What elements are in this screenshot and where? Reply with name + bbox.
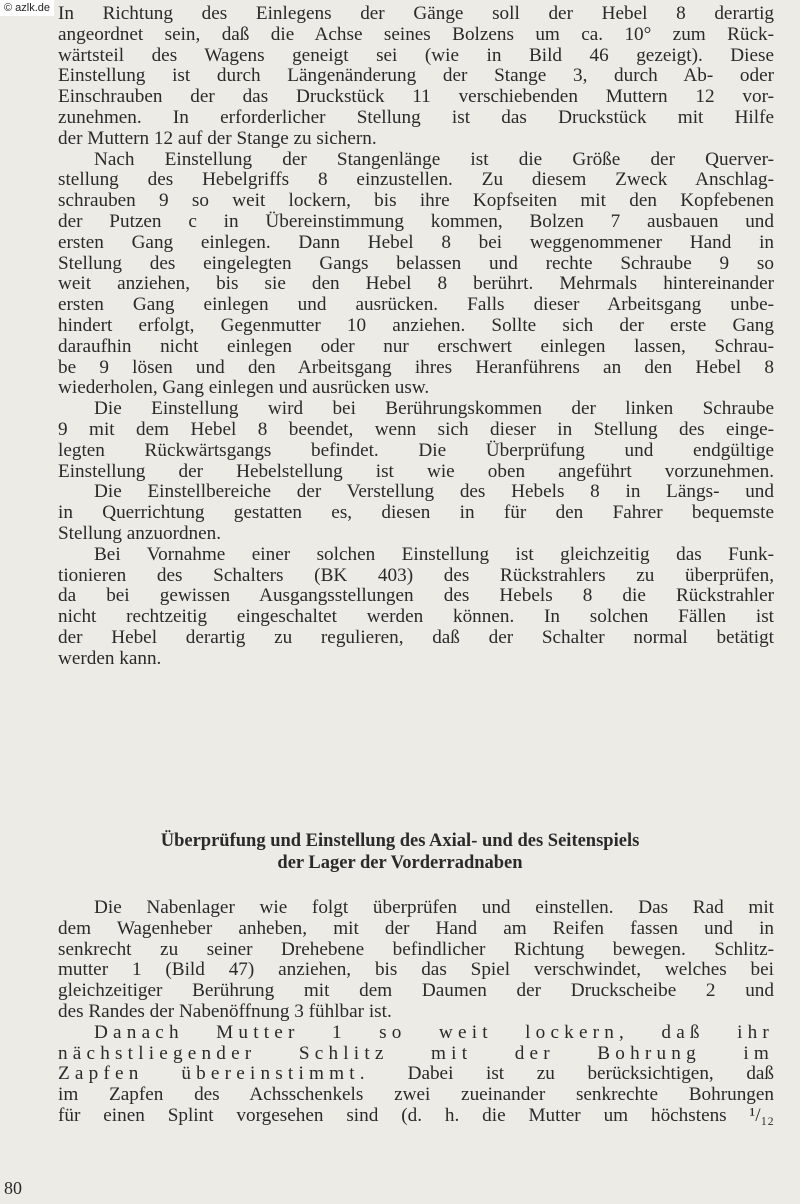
text-line: der Muttern 12 auf der Stange zu sichern. xyxy=(58,127,377,149)
text-line: Die Einstellung wird bei Berührungskommen der linken Schraube xyxy=(94,398,774,420)
text-line: Stellung des eingelegten Gangs belassen und rechte Schraube 9 so xyxy=(58,252,774,274)
text-line: wärtsteil des Wagens geneigt sei (wie in Bild 46 gezeigt). Diese xyxy=(58,44,774,66)
text-line: schrauben 9 so weit lockern, bis ihre Kopfseiten mit den Kopfebenen xyxy=(58,190,774,212)
text-line: da bei gewissen Ausgangsstellungen des Hebels 8 die Rückstrahler xyxy=(58,585,774,607)
paragraph-7 xyxy=(22,1023,774,1127)
text-line-spaced: nächstliegender Schlitz mit der Bohrung im xyxy=(58,1042,774,1064)
text-line-normal-part: Dabei ist zu berücksichtigen, daß xyxy=(407,1063,775,1085)
text-line: Die Einstellbereiche der Verstellung des Hebels 8 in Längs- und xyxy=(94,481,774,503)
section-heading xyxy=(40,830,760,874)
text-line: nicht rechtzeitig eingeschaltet werden können. In solchen Fällen ist xyxy=(58,606,774,628)
text-line: stellung des Hebelgriffs 8 einzustellen. Zu diesem Zweck Anschlag- xyxy=(58,169,774,191)
heading-line-1: Überprüfung und Einstellung des Axial- und des Seitenspiels xyxy=(160,831,640,851)
section-1-text xyxy=(22,4,774,670)
text-line: ersten Gang einlegen und ausrücken. Falls dieser Arbeitsgang unbe- xyxy=(58,294,774,316)
text-line: Nach Einstellung der Stangenlänge ist die Größe der Querver- xyxy=(94,148,774,170)
text-line: Stellung anzuordnen. xyxy=(58,522,222,544)
paragraph-5 xyxy=(22,545,774,670)
text-line: ersten Gang einlegen. Dann Hebel 8 bei weggenommener Hand in xyxy=(58,231,774,253)
text-line-spaced-part: Zapfen übereinstimmt. xyxy=(58,1063,370,1085)
text-line: In Richtung des Einlegens der Gänge soll der Hebel 8 derartig xyxy=(58,3,774,24)
text-line: der Hebel derartig zu regulieren, daß der Schalter normal betätigt xyxy=(58,626,774,648)
text-line: be 9 lösen und den Arbeitsgang ihres Heranführens an den Hebel 8 xyxy=(58,356,774,378)
paragraph-2 xyxy=(22,150,774,400)
text-line: Bei Vornahme einer solchen Einstellung ist gleichzeitig das Funk- xyxy=(94,543,774,565)
text-line: tionieren des Schalters (BK 403) des Rückstrahlers zu überprüfen, xyxy=(58,564,774,586)
text-line: der Putzen c in Übereinstimmung kommen, Bolzen 7 ausbauen und xyxy=(58,210,774,232)
text-line: weit anziehen, bis sie den Hebel 8 berührt. Mehrmals hintereinander xyxy=(58,273,774,295)
text-line: mutter 1 (Bild 47) anziehen, bis das Spiel verschwindet, welches bei xyxy=(58,959,774,981)
section-2-text xyxy=(22,898,774,1127)
text-line: legten Rückwärtsgangs befindet. Die Überprüfung und endgültige xyxy=(58,439,774,461)
text-line: Einstellung der Hebelstellung ist wie oben angeführt vorzunehmen. xyxy=(58,460,774,482)
text-line-spaced: Danach Mutter 1 so weit lockern, daß ihr xyxy=(94,1021,774,1043)
text-line: in Querrichtung gestatten es, diesen in für den Fahrer bequemste xyxy=(58,502,774,524)
text-line: hindert erfolgt, Gegenmutter 10 anziehen. Sollte sich der erste Gang xyxy=(58,314,774,336)
text-line: zunehmen. In erforderlicher Stellung ist das Druckstück mit Hilfe xyxy=(58,106,774,128)
text-line: senkrecht zu seiner Drehebene befindlicher Richtung bewegen. Schlitz- xyxy=(58,938,774,960)
text-line: daraufhin nicht einlegen oder nur erschwert einlegen lassen, Schrau- xyxy=(58,335,774,357)
watermark-label: © azlk.de xyxy=(0,0,54,16)
text-line: im Zapfen des Achsschenkels zwei zueinander senkrechte Bohrungen xyxy=(58,1084,774,1106)
paragraph-1 xyxy=(22,4,774,150)
paragraph-6 xyxy=(22,898,774,1023)
text-line: wiederholen, Gang einlegen und ausrücken usw. xyxy=(58,377,430,399)
text-line: Einschrauben der das Druckstück 11 verschiebenden Muttern 12 vor- xyxy=(58,86,774,108)
text-line: gleichzeitiger Berührung mit dem Daumen der Druckscheibe 2 und xyxy=(58,980,774,1002)
page-number: 80 xyxy=(4,1178,22,1198)
heading-line-2: der Lager der Vorderradnaben xyxy=(277,853,523,873)
text-line: Einstellung ist durch Längenänderung der Stange 3, durch Ab- oder xyxy=(58,65,774,87)
text-line: für einen Splint vorgesehen sind (d. h. die Mutter um höchstens ¹/₁₂ xyxy=(58,1104,774,1126)
text-line: des Randes der Nabenöffnung 3 fühlbar ist. xyxy=(58,1000,392,1022)
paragraph-3 xyxy=(22,399,774,482)
text-line-mixed xyxy=(22,1064,774,1085)
text-line: werden kann. xyxy=(58,647,162,669)
text-line: dem Wagenheber anheben, mit der Hand am Reifen fassen und in xyxy=(58,917,774,939)
text-line: Die Nabenlager wie folgt überprüfen und einstellen. Das Rad mit xyxy=(94,897,774,918)
text-line: angeordnet sein, daß die Achse seines Bolzens um ca. 10° zum Rück- xyxy=(58,23,774,45)
paragraph-4 xyxy=(22,482,774,544)
text-line: 9 mit dem Hebel 8 beendet, wenn sich dieser in Stellung des einge- xyxy=(58,418,774,440)
